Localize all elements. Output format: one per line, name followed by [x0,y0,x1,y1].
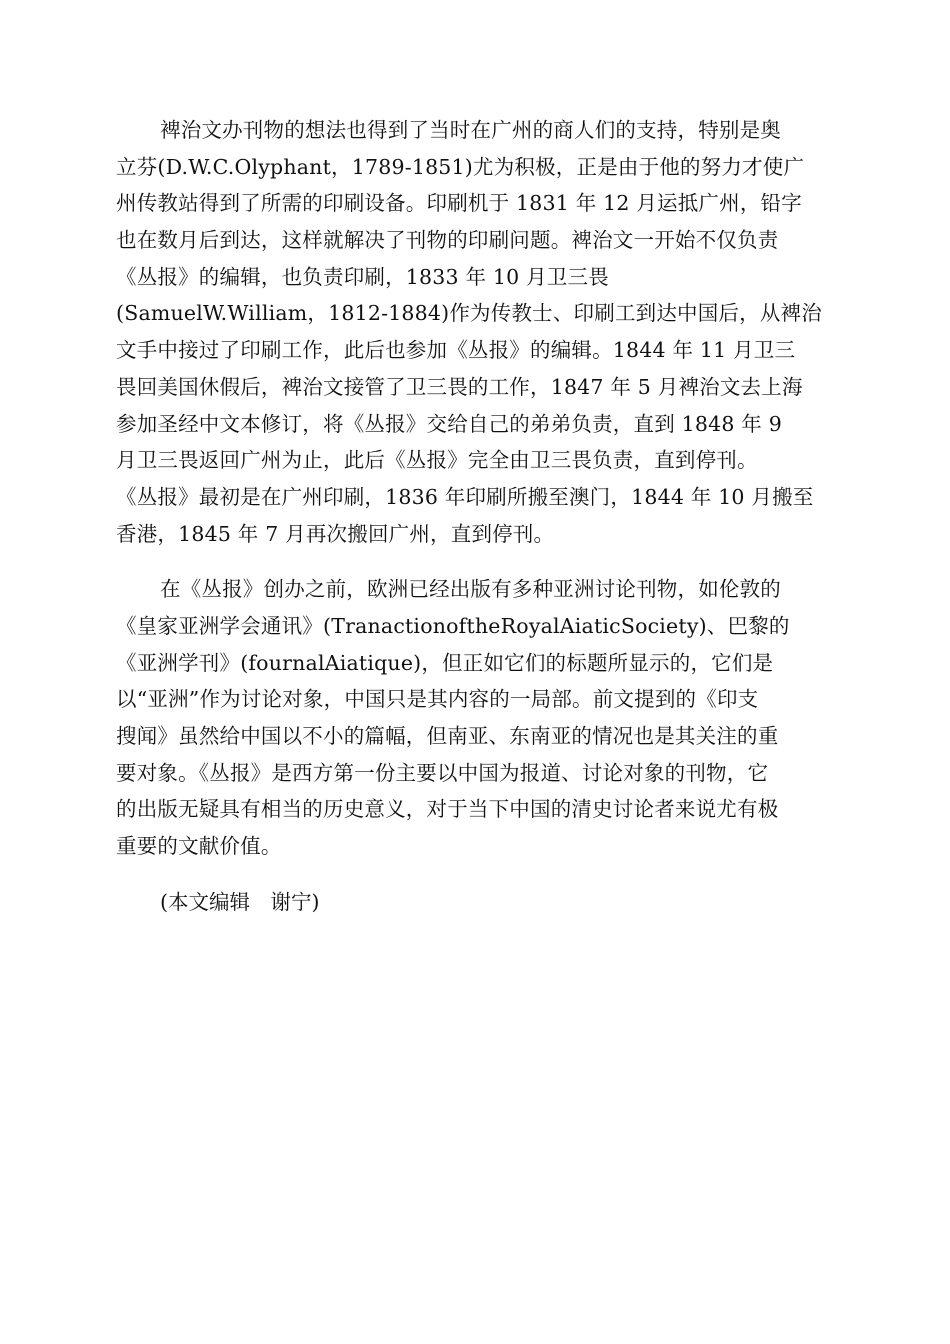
text-line: 香港，1845 年 7 月再次搬回广州，直到停刊。 [116,521,555,546]
text-line: 参加圣经中文本修订，将《丛报》交给自己的弟弟负责，直到 1848 年 9 [116,411,782,436]
editor-note: (本文编辑 谢宁) [160,889,320,914]
text-line: 文手中接过了印刷工作，此后也参加《丛报》的编辑。1844 年 11 月卫三 [116,338,796,363]
text-line: 《亚洲学刊》(fournalAiatique)，但正如它们的标题所显示的，它们是 [116,650,774,675]
document-page [116,112,836,920]
paragraph-2 [116,571,836,865]
text-line: 也在数月后到达，这样就解决了刊物的印刷问题。裨治文一开始不仅负责 [116,228,779,253]
text-line: 裨治文办刊物的想法也得到了当时在广州的商人们的支持，特别是奥 [160,118,781,142]
text-line: 《丛报》的编辑，也负责印刷，1833 年 10 月卫三畏 [116,264,609,289]
text-line: 重要的文献价值。 [116,834,282,859]
text-line: 以“亚洲”作为讨论对象，中国只是其内容的一局部。前文提到的《印支 [116,687,759,712]
text-line: 立芬(D.W.C.Olyphant，1789-1851)尤为积极，正是由于他的努力才使广 [116,154,805,179]
text-line: (SamuelW.William，1812-1884)作为传教士、印刷工到达中国后，从裨治 [116,301,822,326]
text-line: 要对象。《丛报》是西方第一份主要以中国为报道、讨论对象的刊物，它 [116,760,769,785]
text-line: 州传教站得到了所需的印刷设备。印刷机于 1831 年 12 月运抵广州，铅字 [116,191,802,216]
paragraph-1 [116,112,836,552]
text-line: 搜闻》虽然给中国以不小的篇幅，但南亚、东南亚的情况也是其关注的重 [116,724,779,748]
text-line: 《皇家亚洲学会通讯》(TranactionoftheRoyalAiaticSociety)、巴黎的 [116,613,790,638]
text-line: 畏回美国休假后，裨治文接管了卫三畏的工作，1847 年 5 月裨治文去上海 [116,374,803,399]
text-line: 月卫三畏返回广州为止，此后《丛报》完全由卫三畏负责，直到停刊。 [116,448,758,473]
text-line: 在《丛报》创办之前，欧洲已经出版有多种亚洲讨论刊物，如伦敦的 [160,577,781,602]
text-line: 的出版无疑具有相当的历史意义，对于当下中国的清史讨论者来说尤有极 [116,797,779,822]
text-line: 《丛报》最初是在广州印刷，1836 年印刷所搬至澳门，1844 年 10 月搬至 [116,484,814,509]
